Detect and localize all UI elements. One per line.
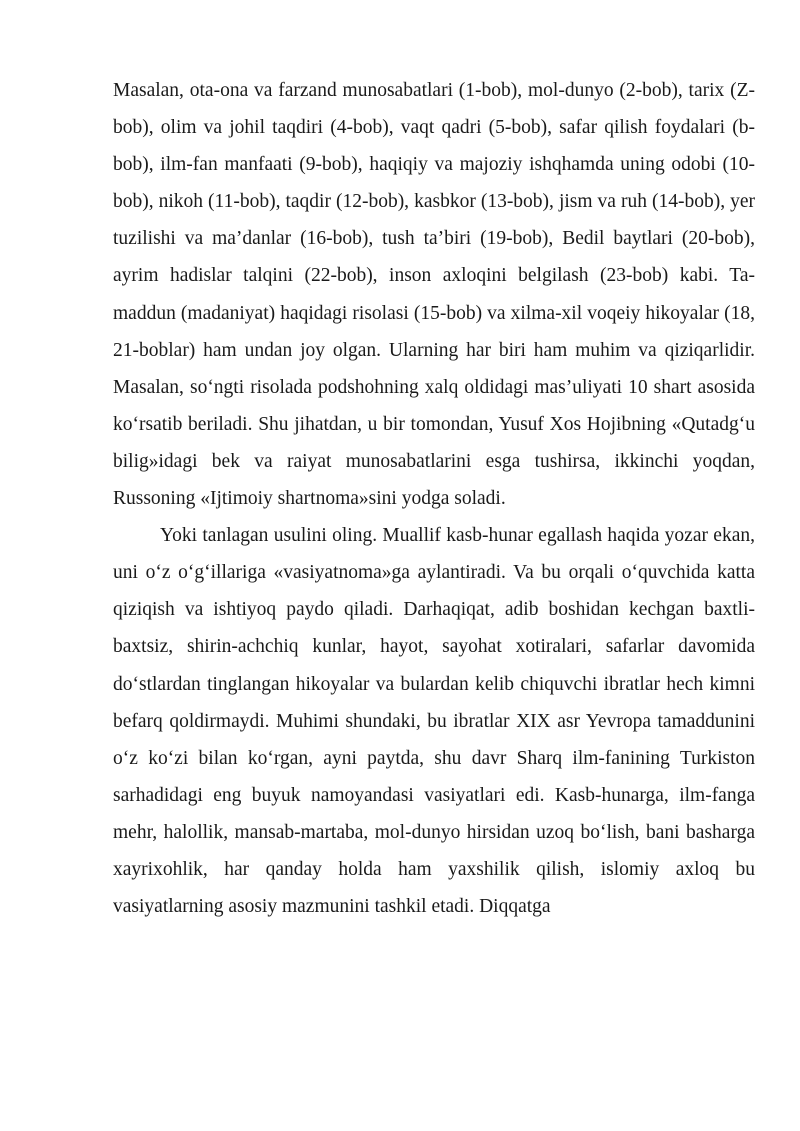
paragraph-2: Yoki tanlagan usulini oling. Muallif kasb-hunar egallash haqida yozar ekan, uni o‘z o‘g‘illariga «vasiyatnoma»ga aylantiradi. Va bu orqali o‘quvchida katta qiziqish va ishtiyoq paydo qiladi. Darhaqiqat, adib boshidan kechgan baxtli-baxtsiz, shirin-achchiq kunlar, hayot, sayohat xotiralari, safarlar davomida do‘stlardan tinglangan hikoyalar va bulardan kelib chiquvchi ibratlar hech kimni befarq qoldirmaydi. Muhimi shundaki, bu ibratlar XIX asr Yevropa tamaddunini o‘z ko‘zi bilan ko‘rgan, ayni paytda, shu davr Sharq ilm-fanining Turkiston sarhadidagi eng buyuk namoyandasi vasiyatlari edi. Kasb-hunarga, ilm-fanga mehr, halollik, mansab-martaba, mol-dunyo hirsidan uzoq bo‘lish, bani basharga xayrixohlik, har qanday holda ham yaxshilik qilish, islomiy axloq bu vasiyatlarning asosiy mazmunini tashkil etadi. Diqqatga [113, 525, 755, 918]
document-page [113, 72, 755, 925]
paragraph-1: Masalan, ota-ona va farzand munosabatlari (1-bob), mol-dunyo (2-bob), tarix (Z-bob), olim va johil taqdiri (4-bob), vaqt qadri (5-bob), safar qilish foydalari (b-bob), ilm-fan manfaati (9-bob), haqiqiy va majoziy ishqhamda uning odobi (10-bob), nikoh (11-bob), taqdir (12-bob), kasbkor (13-bob), jism va ruh (14-bob), yer tuzilishi va ma’danlar (16-bob), tush ta’biri (19-bob), Bedil baytlari (20-bob), ayrim hadislar talqini (22-bob), inson axloqini belgilash (23-bob) kabi. Ta-maddun (madaniyat) haqidagi risolasi (15-bob) va xilma-xil voqeiy hikoyalar (18, 21-boblar) ham undan joy olgan. Ularning har biri ham muhim va qiziqarlidir. Masalan, so‘ngti risolada podshohning xalq oldidagi mas’uliyati 10 shart asosida ko‘rsatib beriladi. Shu jihatdan, u bir tomondan, Yusuf Xos Hojibning «Qutadg‘u bilig»idagi bek va raiyat munosabatlarini esga tushirsa, ikkinchi yoqdan, Russoning «Ijtimoiy shartnoma»sini yodga soladi. [113, 80, 755, 510]
